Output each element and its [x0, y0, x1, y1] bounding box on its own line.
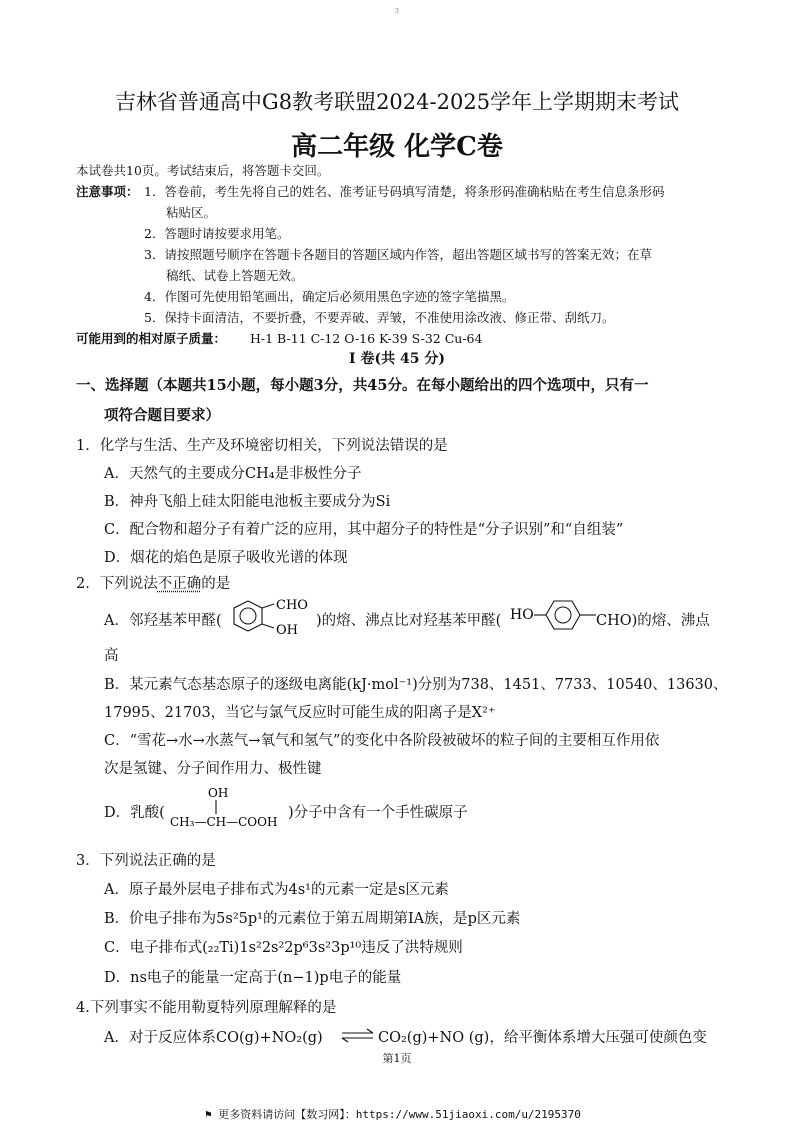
equilibrium-arrow-icon	[340, 1028, 376, 1044]
flag-icon: ⚑	[205, 1108, 212, 1121]
question-2-option-a-post	[596, 609, 710, 630]
atomic-mass-label: 可能用到的相对原子质量：	[76, 331, 227, 346]
question-2-option-d-pre: D．乳酸(	[104, 805, 165, 821]
question-2-option-a-cont: 高	[104, 648, 119, 664]
oh-label: OH	[276, 623, 298, 638]
note-line: 3．请按照题号顺序在答题卡各题目的答题区域内作答，超出答题区域书写的答案无效；在草	[144, 247, 652, 262]
question-4-option-a-post: CO₂(g)+NO (g)，给平衡体系增大压强可使颜色变	[378, 1030, 707, 1046]
question-1-option-a: A．天然气的主要成分CH₄是非极性分子	[104, 466, 362, 482]
intro-text: 本试卷共10页。考试结束后，将答题卡交回。	[76, 163, 330, 178]
note-line: 4．作图可先使用铅笔画出，确定后必须用黑色字迹的签字笔描黑。	[144, 289, 515, 304]
question-2-option-b: B．某元素气态基态原子的逐级电离能(kJ·mol⁻¹)分别为738、1451、7733、10540、13630、	[104, 677, 728, 693]
question-1-option-b: B．神舟飞船上硅太阳能电池板主要成分为Si	[104, 494, 391, 510]
notes-label: 注意事项：	[76, 184, 139, 199]
question-2-option-c: C．“雪花→水→水蒸气→氧气和氢气”的变化中各阶段被破坏的粒子间的主要相互作用依	[104, 733, 660, 749]
emphasis-text: 不正确	[157, 576, 202, 592]
banner-link-text[interactable]: 更多资料请访问【数习网】：https://www.51jiaoxi.com/u/2195370	[218, 1108, 581, 1121]
cho-label: CHO	[276, 598, 308, 613]
section-heading-cont: 项符合题目要求）	[104, 407, 220, 424]
question-3-option-a: A．原子最外层电子排布式为4s¹的元素一定是s区元素	[104, 882, 449, 898]
question-1-option-c: C．配合物和超分子有着广泛的应用，其中超分子的特性是“分子识别”和“自组装”	[104, 522, 624, 538]
exam-subtitle: 高二年级 化学C卷	[291, 132, 503, 162]
note-line: 1．答卷前，考生先将自己的姓名、准考证号码填写清楚，将条形码准确粘贴在考生信息条形码	[144, 184, 665, 199]
stem-text: 的是	[201, 576, 231, 592]
header-mark: 3	[395, 8, 399, 15]
question-2-stem	[76, 572, 230, 593]
question-4-stem: 4.下列事实不能用勒夏特列原理解释的是	[76, 1000, 337, 1016]
ho-label: HO	[510, 607, 534, 623]
section-heading: 一、选择题（本题共15小题，每小题3分，共45分。在每小题给出的四个选项中，只有一	[76, 377, 649, 394]
question-3-stem: 3．下列说法正确的是	[76, 853, 216, 869]
note-line: 粘贴区。	[166, 205, 217, 220]
para-hydroxybenzaldehyde-structure	[510, 598, 602, 632]
question-2-option-b-cont: 17995、21703，当它与氯气反应时可能生成的阳离子是X²⁺	[104, 705, 496, 721]
note-line: 2．答题时请按要求用笔。	[144, 226, 290, 241]
lactic-acid-structure	[168, 784, 292, 830]
bottom-banner[interactable]	[205, 1106, 581, 1122]
atomic-mass-values: H-1 B-11 C-12 O-16 K-39 S-32 Cu-64	[250, 331, 483, 346]
question-3-option-c: C．电子排布式(₂₂Ti)1s²2s²2p⁶3s²3p¹⁰违反了洪特规则	[104, 940, 463, 956]
page-number: 第1页	[382, 1052, 412, 1065]
part1-title: I 卷(共 45 分)	[349, 351, 445, 367]
question-2-option-d-post: )分子中含有一个手性碳原子	[288, 805, 468, 821]
question-3-option-d: D．ns电子的能量一定高于(n−1)p电子的能量	[104, 970, 402, 986]
stem-text: 2．下列说法	[76, 576, 158, 592]
note-line: 稿纸、试卷上答题无效。	[166, 268, 304, 283]
question-2-option-c-cont: 次是氢键、分子间作用力、极性键	[104, 761, 322, 777]
question-1-option-d: D．烟花的焰色是原子吸收光谱的体现	[104, 550, 348, 566]
option-text: )的熔、沸点	[631, 613, 710, 629]
question-2-option-a-mid: )的熔、沸点比对羟基苯甲醛(	[316, 613, 502, 629]
note-line: 5．保持卡面清洁，不要折叠，不要弄破、弄皱，不准使用涂改液、修正带、刮纸刀。	[144, 310, 615, 325]
oh-label: OH	[208, 786, 229, 800]
exam-title: 吉林省普通高中G8教考联盟2024-2025学年上学期期末考试	[114, 90, 680, 114]
question-4-option-a-pre: A．对于反应体系CO(g)+NO₂(g)	[104, 1030, 323, 1046]
question-2-option-a-pre: A．邻羟基苯甲醛(	[104, 613, 222, 629]
lactic-chain-label: CH₃—CH—COOH	[170, 815, 278, 829]
cho-label: CHO	[596, 613, 632, 629]
question-3-option-b: B．价电子排布为5s²5p¹的元素位于第五周期第ⅠA族，是p区元素	[104, 911, 521, 927]
ortho-hydroxybenzaldehyde-structure	[226, 596, 316, 638]
question-1-stem: 1．化学与生活、生产及环境密切相关，下列说法错误的是	[76, 438, 448, 454]
